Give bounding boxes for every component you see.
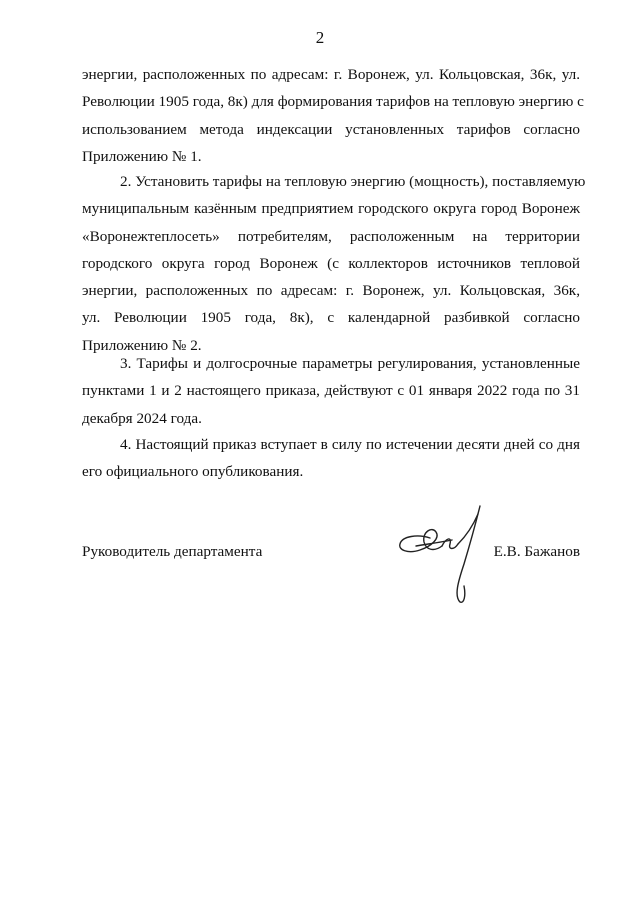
paragraph-line: 3. Тарифы и долгосрочные параметры регулирования, установленные xyxy=(120,355,580,372)
paragraph-line: энергии, расположенных по адресам: г. Воронеж, ул. Кольцовская, 36к, xyxy=(82,282,580,300)
paragraph-line: городского округа город Воронеж (с коллекторов источников тепловой xyxy=(82,254,580,272)
paragraph-line: 2. Установить тарифы на тепловую энергию (мощность), поставляемую xyxy=(120,173,586,190)
paragraph-2 xyxy=(82,168,586,359)
page-number: 2 xyxy=(315,28,325,47)
paragraph-line: «Воронежтеплосеть» потребителям, расположенным на территории xyxy=(82,227,580,245)
paragraph-line: декабря 2024 года. xyxy=(82,409,202,427)
paragraph-line: ул. Революции 1905 года, 8к), с календарной разбивкой согласно xyxy=(82,309,580,327)
paragraph-3 xyxy=(82,350,580,432)
paragraph-line: его официального опубликования. xyxy=(82,463,304,481)
paragraph-1 xyxy=(82,61,584,170)
paragraph-line: использованием метода индексации установленных тарифов согласно xyxy=(82,120,580,138)
signer-position: Руководитель департамента xyxy=(82,543,263,560)
signer-name: Е.В. Бажанов xyxy=(493,543,580,560)
paragraph-line: Революции 1905 года, 8к) для формирования тарифов на тепловую энергию с xyxy=(82,93,584,111)
handwritten-signature xyxy=(392,498,492,608)
paragraph-line: пунктами 1 и 2 настоящего приказа, действуют с 01 января 2022 года по 31 xyxy=(82,382,580,400)
paragraph-line: Приложению № 2. xyxy=(82,336,202,354)
paragraph-line: Приложению № 1. xyxy=(82,147,202,165)
paragraph-line: муниципальным казённым предприятием городского округа город Воронеж xyxy=(82,200,580,218)
paragraph-4 xyxy=(82,431,580,486)
paragraph-line: 4. Настоящий приказ вступает в силу по истечении десяти дней со дня xyxy=(120,436,580,453)
paragraph-line: энергии, расположенных по адресам: г. Воронеж, ул. Кольцовская, 36к, ул. xyxy=(82,66,580,83)
